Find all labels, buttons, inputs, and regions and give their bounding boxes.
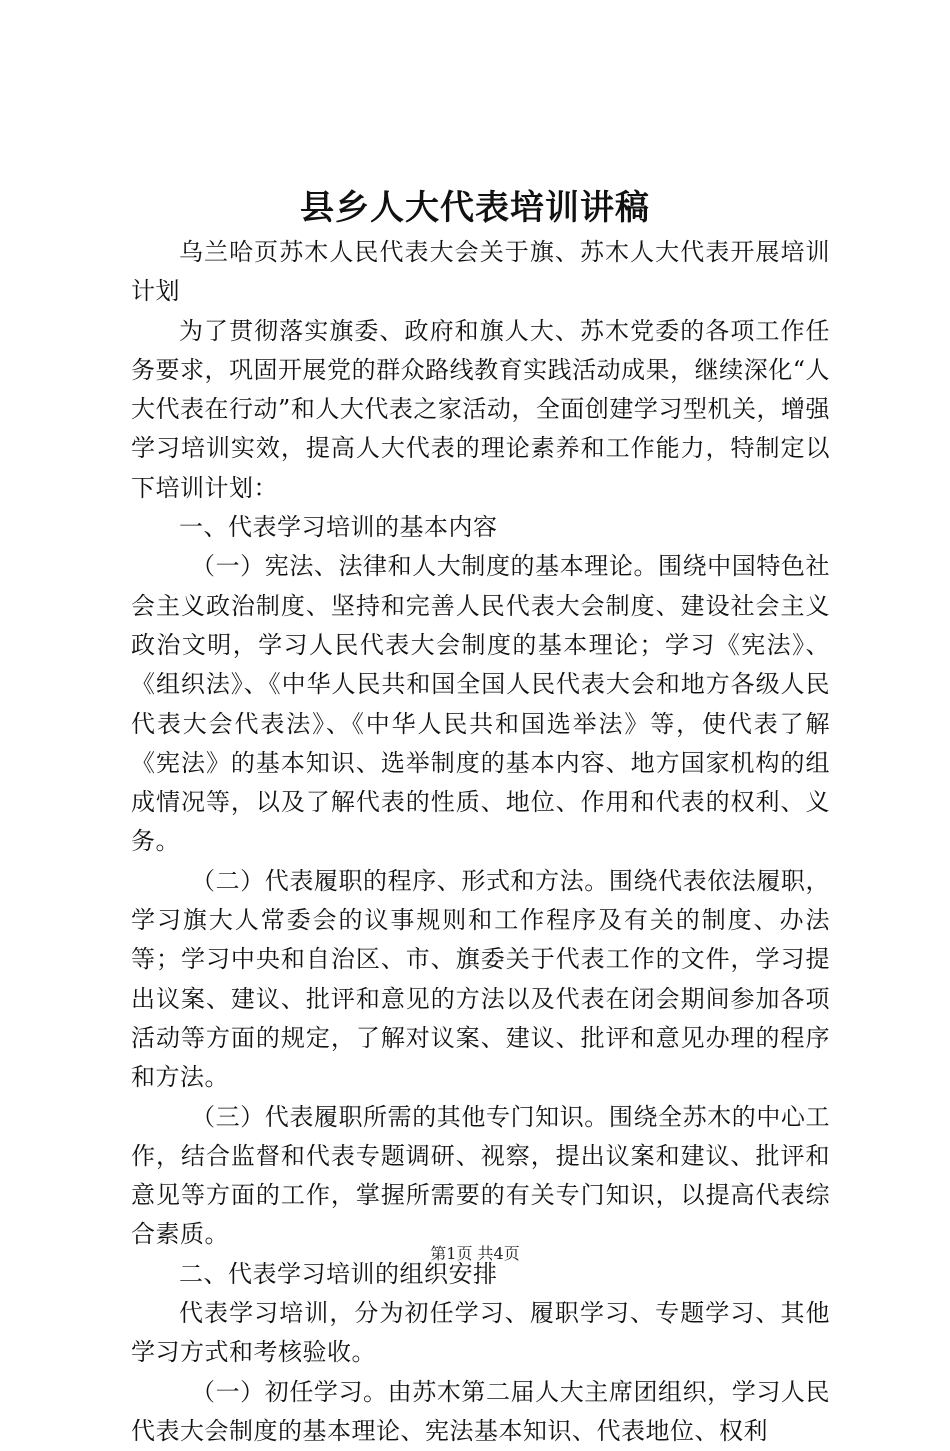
section-heading-2: 二、代表学习培训的组织安排 [179,1259,498,1288]
paragraph-item-1-2: （二）代表履职的程序、形式和方法。围绕代表依法履职，学习旗大人常委会的议事规则和工作程序及有关的制度、办法等；学习中央和自治区、市、旗委关于代表工作的文件，学习提出议案、建议、批评和意见的方法以及代表在闭会期间参加各项活动等方面的规定，了解对议案、建议、批评和意见办理的程序和方法。 [131,866,830,1092]
section-heading-1: 一、代表学习培训的基本内容 [179,513,498,542]
paragraph-section-2-intro: 代表学习培训，分为初任学习、履职学习、专题学习、其他学习方式和考核验收。 [131,1299,830,1367]
paragraph-item-1-1: （一）宪法、法律和人大制度的基本理论。围绕中国特色社会主义政治制度、坚持和完善人民代表大会制度、建设社会主义政治文明，学习人民代表大会制度的基本理论；学习《宪法》、《组织法》、《中华人民共和国全国人民代表大会和地方各级人民代表大会代表法》、《中华人民共和国选举法》等，使代表了解《宪法》的基本知识、选举制度的基本内容、地方国家机构的组成情况等，以及了解代表的性质、地位、作用和代表的权利、义务。 [131,552,830,856]
paragraph-intro: 为了贯彻落实旗委、政府和旗人大、苏木党委的各项工作任务要求，巩固开展党的群众路线教育实践活动成果，继续深化“人大代表在行动”和人大代表之家活动，全面创建学习型机关，增强学习培训实效，提高人大代表的理论素养和工作能力，特制定以下培训计划： [131,316,830,502]
page-number-footer: 第1页 共4页 [430,1244,520,1263]
document-title: 县乡人大代表培训讲稿 [300,188,650,228]
paragraph-item-2-1: （一）初任学习。由苏木第二届人大主席团组织，学习人民代表大会制度的基本理论、宪法基本知识、代表地位、权利 [131,1377,830,1445]
document-body [131,233,830,1451]
paragraph-plan-heading: 乌兰哈页苏木人民代表大会关于旗、苏木人大代表开展培训计划 [131,238,830,306]
paragraph-item-1-3: （三）代表履职所需的其他专门知识。围绕全苏木的中心工作，结合监督和代表专题调研、视察，提出议案和建议、批评和意见等方面的工作，掌握所需要的有关专门知识，以提高代表综合素质。 [131,1102,830,1249]
